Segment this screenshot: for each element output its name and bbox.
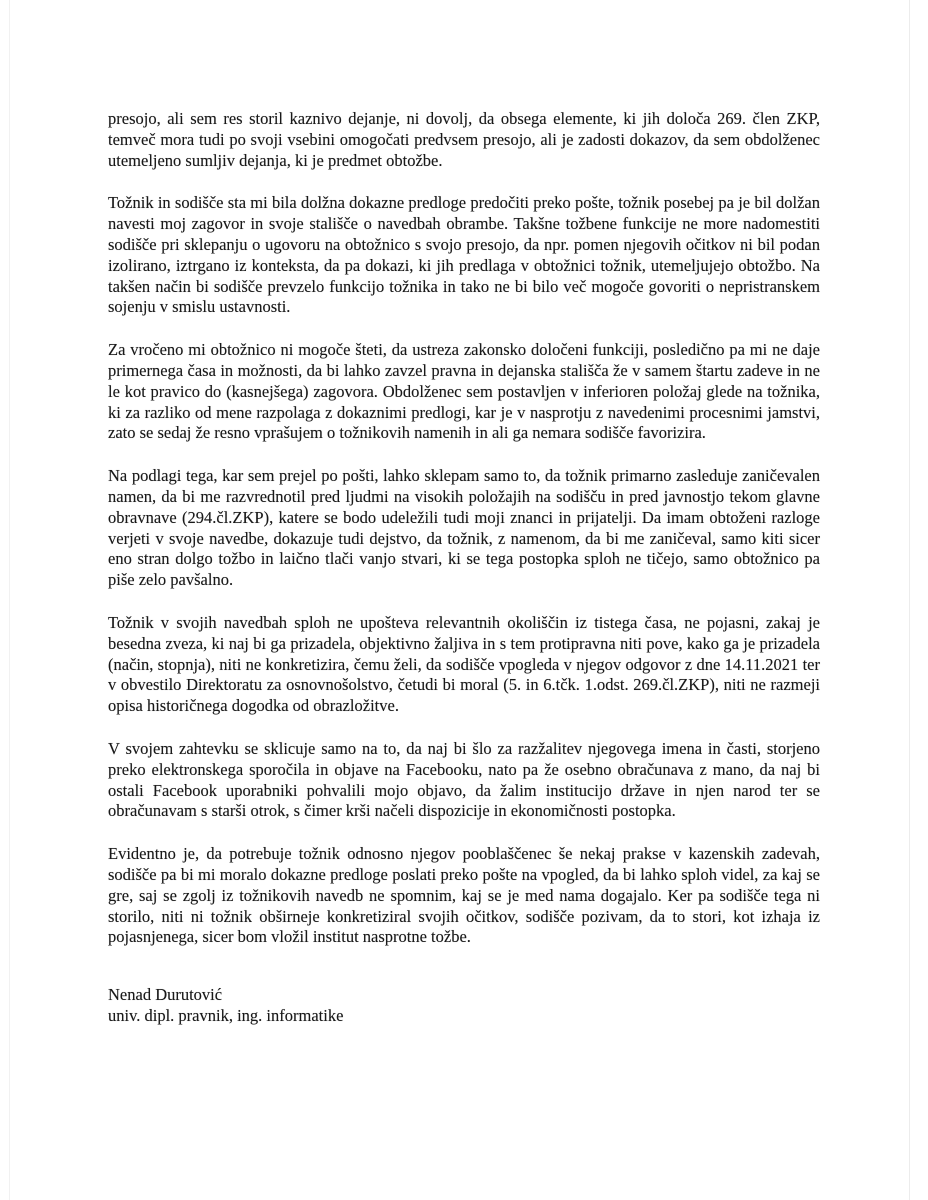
paragraph-4: Na podlagi tega, kar sem prejel po pošti, lahko sklepam samo to, da tožnik primarno zasleduje zaničevalen namen, da bi me razvrednotil pred ljudmi na visokih položajih na sodišču in pred javnostjo tekom glavne obravnave (294.čl.ZKP), katere se bodo udeležili tudi moji znanci in prijatelji. Da imam obtoženi razloge verjeti v svoje navedbe, dokazuje tudi dejstvo, da tožnik, z namenom, da bi me zaničeval, samo kiti sicer eno stran dolgo tožbo in laično tlači vanjo stvari, ki se tega postopka sploh ne tičejo, samo obtožnico pa piše zelo pavšalno. [108,466,820,590]
signature-title: univ. dipl. pravnik, ing. informatike [108,1005,344,1025]
scan-edge-artifact-right [909,0,910,1200]
paragraph-5: Tožnik v svojih navedbah sploh ne upošteva relevantnih okoliščin iz tistega časa, ne pojasni, zakaj je besedna zveza, ki naj bi ga prizadela, objektivno žaljiva in s tem protipravna niti pove, kako ga je prizadela (način, stopnja), niti ne konkretizira, čemu želi, da sodišče vpogleda v njegov odgovor z dne 14.11.2021 ter v obvestilo Direktoratu za osnovnošolstvo, četudi bi moral (5. in 6.tčk. 1.odst. 269.čl.ZKP), niti ne razmeji opisa historičnega dogodka od obrazložitve. [108,612,820,716]
paragraph-6: V svojem zahtevku se sklicuje samo na to, da naj bi šlo za razžalitev njegovega imena in časti, storjeno preko elektronskega sporočila in objave na Facebooku, nato pa že osebno obračunava z mano, da naj bi ostali Facebook uporabniki pohvalili mojo objavo, da žalim institucijo države in njen narod ter se obračunavam s starši otrok, s čimer krši načeli dispozicije in ekonomičnosti postopka. [108,738,820,821]
paragraph-3: Za vročeno mi obtožnico ni mogoče šteti, da ustreza zakonsko določeni funkciji, posledično pa mi ne daje primernega časa in možnosti, da bi lahko zavzel pravna in dejanska stališča že v samem štartu zadeve in ne le kot pravico do (kasnejšega) zagovora. Obdolženec sem postavljen v inferioren položaj glede na tožnika, ki za razliko od mene razpolaga z dokaznimi predlogi, kar je v nasprotju z navedenimi procesnimi jamstvi, zato se sedaj že resno vprašujem o tožnikovih namenih in ali ga nemara sodišče favorizira. [108,340,820,443]
paragraph-2: Tožnik in sodišče sta mi bila dolžna dokazne predloge predočiti preko pošte, tožnik posebej pa je bil dolžan navesti moj zagovor in svoje stališče o navedbah obrambe. Takšne tožbene funkcije ne more nadomestiti sodišče pri sklepanju o ugovoru na obtožnico s svojo presojo, da npr. pomen njegovih očitkov ni bil podan izolirano, iztrgano iz konteksta, da pa dokazi, ki jih predlaga v obtožnici tožnik, utemeljujejo obtožbo. Na takšen način bi sodišče prevzelo funkcijo tožnika in tako ne bi bilo več mogoče govoriti o nepristranskem sojenju v smislu ustavnosti. [108,193,820,317]
signature-block [108,985,820,1027]
signature-name: Nenad Durutović [108,985,223,1005]
scan-edge-artifact-left [9,0,10,1200]
document-body [108,109,820,1027]
paragraph-1: presojo, ali sem res storil kaznivo dejanje, ni dovolj, da obsega elemente, ki jih določa 269. člen ZKP, temveč mora tudi po svoji vsebini omogočati predvsem presojo, ali je zadosti dokazov, da sem obdolženec utemeljeno sumljiv dejanja, ki je predmet obtožbe. [108,109,820,170]
paragraph-7: Evidentno je, da potrebuje tožnik odnosno njegov pooblaščenec še nekaj prakse v kazenskih zadevah, sodišče pa bi mi moralo dokazne predloge poslati preko pošte na vpogled, da bi lahko sploh videl, za kaj se gre, saj se zgolj iz tožnikovih navedb ne spomnim, kaj se je med nama dogajalo. Ker pa sodišče tega ni storilo, niti ni tožnik obširneje konkretiziral svojih očitkov, sodišče pozivam, da to stori, kot izhaja iz pojasnjenega, sicer bom vložil institut nasprotne tožbe. [108,844,820,947]
